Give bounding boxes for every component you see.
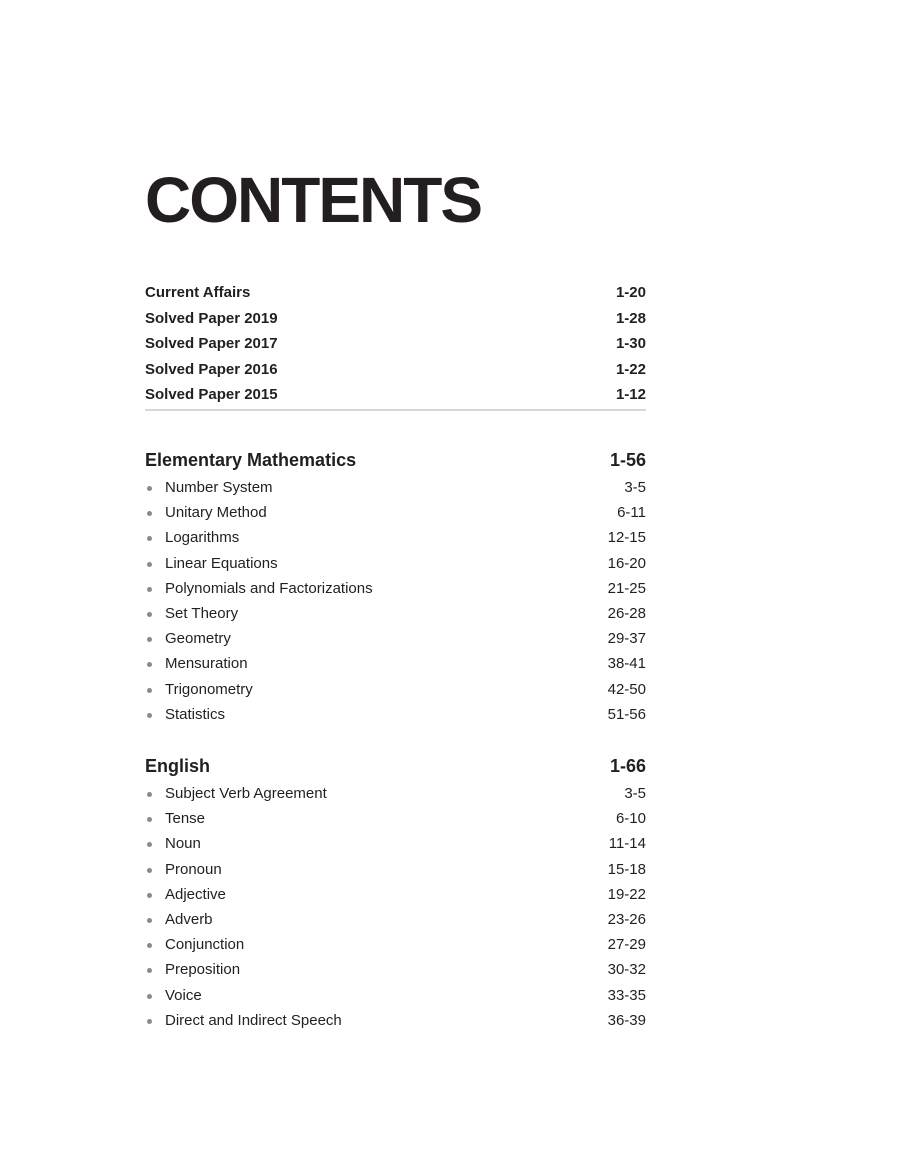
item-label: Number System [165, 479, 273, 496]
item-pages: 23-26 [607, 910, 646, 928]
toc-entry-pages: 1-22 [615, 360, 646, 378]
bullet-icon [147, 817, 152, 822]
bullet-icon [147, 612, 152, 617]
section-title: English [145, 756, 211, 776]
bullet-icon [147, 637, 152, 642]
section-elementary-mathematics [145, 450, 646, 731]
toc-entry-pages: 1-28 [615, 309, 646, 327]
item-pages: 42-50 [607, 680, 646, 698]
bullet-icon [147, 536, 152, 541]
item-pages: 6-10 [615, 810, 646, 828]
item-label: Noun [165, 835, 201, 853]
toc-entry-current-affairs[interactable] [145, 284, 646, 310]
bullet-icon [147, 968, 152, 973]
list-item[interactable] [145, 580, 646, 605]
section-pages: 1-66 [609, 756, 646, 776]
item-label: Mensuration [165, 655, 248, 673]
top-entries-list [145, 284, 646, 412]
section-divider [145, 409, 646, 411]
item-pages: 15-18 [607, 860, 646, 878]
item-pages: 19-22 [607, 885, 646, 903]
list-item[interactable] [145, 886, 646, 911]
bullet-icon [147, 511, 152, 516]
item-pages: 30-32 [607, 961, 646, 979]
list-item[interactable] [145, 681, 646, 706]
toc-entry-label: Current Affairs [145, 284, 251, 301]
item-pages: 3-5 [624, 479, 646, 496]
toc-entry-label: Solved Paper 2017 [145, 335, 278, 352]
item-pages: 3-5 [624, 785, 646, 802]
list-item[interactable] [145, 706, 646, 731]
item-pages: 33-35 [607, 986, 646, 1004]
item-label: Preposition [165, 961, 241, 979]
toc-entry-pages: 1-30 [615, 335, 646, 352]
toc-entry-label: Solved Paper 2015 [145, 386, 278, 403]
list-item[interactable] [145, 835, 646, 860]
list-item[interactable] [145, 987, 646, 1012]
item-label: Conjunction [165, 936, 245, 954]
section-pages: 1-56 [609, 450, 646, 470]
list-item[interactable] [145, 861, 646, 886]
item-label: Voice [165, 986, 202, 1004]
item-label: Direct and Indirect Speech [165, 1011, 342, 1029]
item-label: Pronoun [165, 860, 222, 878]
page-title: CONTENTS [145, 164, 481, 236]
list-item[interactable] [145, 936, 646, 961]
item-pages: 26-28 [607, 604, 646, 622]
item-pages: 12-15 [607, 529, 646, 547]
bullet-icon [147, 587, 152, 592]
section-heading[interactable] [145, 756, 646, 785]
list-item[interactable] [145, 961, 646, 986]
item-pages: 51-56 [607, 705, 646, 723]
toc-entry-label: Solved Paper 2019 [145, 309, 278, 327]
item-pages: 29-37 [607, 630, 646, 648]
item-label: Adverb [165, 910, 213, 928]
list-item[interactable] [145, 911, 646, 936]
list-item[interactable] [145, 504, 646, 529]
bullet-icon [147, 1019, 152, 1024]
item-pages: 16-20 [607, 554, 646, 572]
bullet-icon [147, 994, 152, 999]
item-pages: 11-14 [608, 835, 646, 853]
list-item[interactable] [145, 605, 646, 630]
bullet-icon [147, 943, 152, 948]
item-pages: 21-25 [607, 579, 646, 597]
item-label: Unitary Method [165, 504, 267, 522]
item-pages: 36-39 [607, 1011, 646, 1029]
toc-entry-solved-paper-2016[interactable] [145, 361, 646, 387]
toc-entry-pages: 1-12 [615, 386, 646, 403]
list-item[interactable] [145, 555, 646, 580]
list-item[interactable] [145, 529, 646, 554]
item-label: Tense [165, 810, 206, 828]
list-item[interactable] [145, 1012, 646, 1037]
list-item[interactable] [145, 630, 646, 655]
bullet-icon [147, 893, 152, 898]
item-label: Linear Equations [165, 554, 278, 572]
bullet-icon [147, 562, 152, 567]
section-english [145, 756, 646, 1037]
list-item[interactable] [145, 655, 646, 680]
list-item[interactable] [145, 479, 646, 504]
item-pages: 27-29 [607, 936, 646, 954]
item-label: Statistics [165, 705, 226, 723]
section-title: Elementary Mathematics [145, 450, 357, 470]
list-item[interactable] [145, 810, 646, 835]
item-label: Polynomials and Factorizations [165, 579, 373, 597]
bullet-icon [147, 868, 152, 873]
toc-entry-solved-paper-2019[interactable] [145, 310, 646, 336]
bullet-icon [147, 713, 152, 718]
item-label: Subject Verb Agreement [165, 785, 327, 802]
toc-entry-solved-paper-2017[interactable] [145, 335, 646, 361]
bullet-icon [147, 918, 152, 923]
bullet-icon [147, 842, 152, 847]
item-label: Logarithms [165, 529, 240, 547]
toc-entry-label: Solved Paper 2016 [145, 360, 278, 378]
bullet-icon [147, 486, 152, 491]
item-label: Set Theory [165, 604, 239, 622]
section-heading[interactable] [145, 450, 646, 479]
item-label: Adjective [165, 885, 226, 903]
item-label: Geometry [165, 630, 231, 648]
bullet-icon [147, 688, 152, 693]
item-pages: 38-41 [607, 655, 646, 673]
bullet-icon [147, 792, 152, 797]
toc-entry-pages: 1-20 [615, 284, 646, 301]
list-item[interactable] [145, 785, 646, 810]
item-pages: 6-11 [617, 504, 646, 522]
item-label: Trigonometry [165, 680, 253, 698]
bullet-icon [147, 662, 152, 667]
toc-entry-solved-paper-2015[interactable] [145, 386, 646, 412]
